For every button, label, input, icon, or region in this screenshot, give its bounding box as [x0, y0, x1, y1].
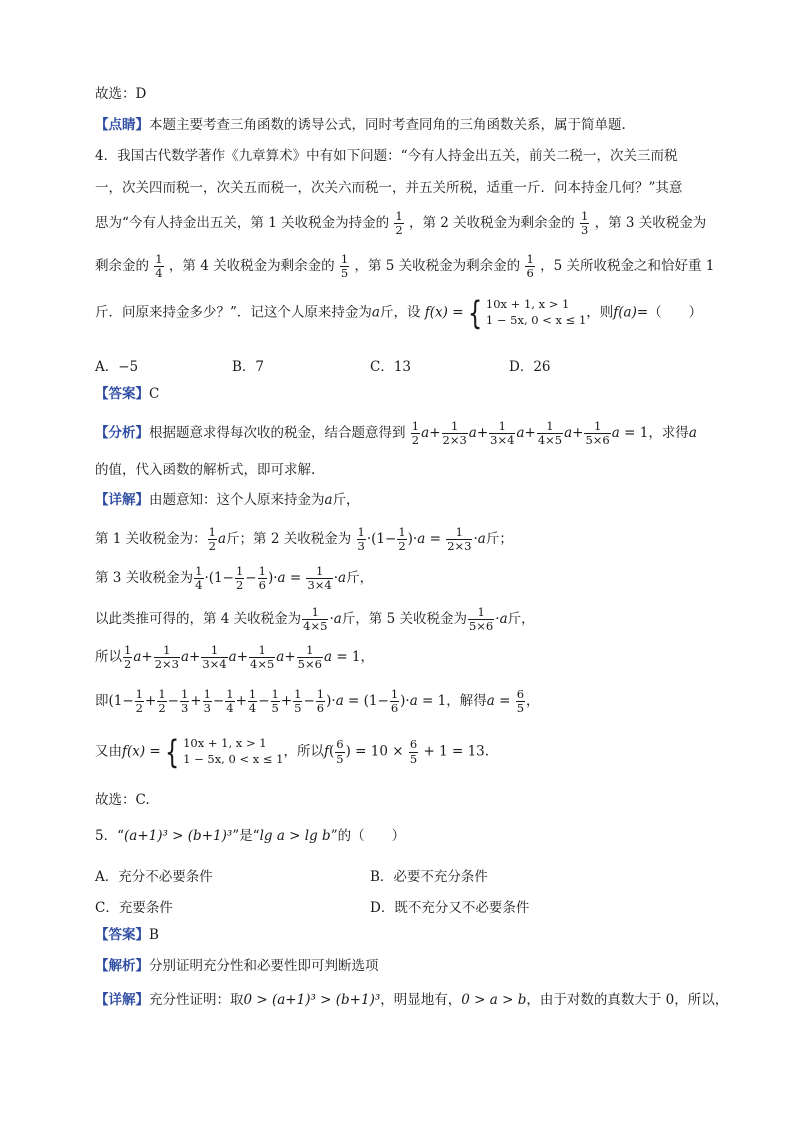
detail-text-b: 斤，	[332, 492, 360, 508]
step-4a: 所以	[95, 649, 122, 666]
answer-5-line	[95, 927, 159, 943]
var-a: a	[371, 304, 380, 321]
fraction-1-3: $\frac{1}{3}$	[580, 209, 589, 238]
answer-choice-4: 故选：C.	[95, 792, 150, 808]
q5-text-b: ”是“	[232, 828, 260, 844]
q5-option-d: D．既不充分又不必要条件	[370, 900, 530, 916]
q4-text-3a: 思为“今有人持金出五关，第 1 关收税金为持金的	[95, 215, 390, 232]
step-1a: 第 1 关收税金为：	[95, 531, 207, 548]
case-2-b: 1 − 5x, 0 < x ≤ 1	[183, 752, 284, 766]
detail-5-text-b: ，明显地有，	[380, 992, 462, 1008]
q5-cmp2: lg a > lg b	[259, 828, 331, 844]
answer-choice-line: 故选：D	[95, 86, 147, 102]
q4-option-d: D．26	[509, 359, 551, 375]
q5-text-a: 5．“	[95, 828, 124, 844]
step-3: 以此类推可得的，第 4 关收税金为 $\frac{1}{4\times 5}$ ·a斤，第 5 关收税金为 $\frac{1}{5\times 6}$ ·a斤，	[95, 605, 535, 634]
q4-text-1: 4．我国古代数学著作《九章算术》中有如下问题：“今有人持金出五关，前关二税一，次关三而税	[95, 148, 678, 164]
q4-text-5c: ，则	[586, 304, 614, 321]
analysis-text-a: 根据题意求得每次收的税金，结合题意得到	[149, 425, 406, 442]
q5-cmp1: (a+1)³ > (b+1)³	[124, 828, 233, 844]
detail-line: 【详解】由题意知：这个人原来持金为a斤，	[95, 492, 360, 508]
step-3c: 斤，	[507, 611, 535, 628]
step-6c: = 10 ×	[355, 743, 404, 760]
case-1: 10x + 1, x > 1	[485, 297, 570, 312]
step-4b: = 1，	[336, 649, 375, 666]
step-6: 又由f(x) = { 10x + 1, x > 1 1 − 5x, 0 < x ≤ 1 ，所以f( $\frac{6}{5}$ ) = 10 × $\frac{6}{5}$ + 1 = 13.	[95, 733, 490, 771]
q5-option-b: B．必要不充分条件	[370, 869, 488, 885]
q4-text-4c: ，第 5 关收税金为剩余金的	[354, 258, 521, 275]
step-5c: ，	[526, 693, 540, 710]
answer-4-line	[95, 386, 159, 402]
q5-text-c: ”的（ ）	[330, 828, 406, 844]
step-4: 所以 $\frac{1}{2}$ a+ $\frac{1}{2\times 3}$ a+ $\frac{1}{3\times 4}$ a+ $\frac{1}{4\times 5}$ a+ $\frac{1}{5\times 6}$ a = 1，	[95, 643, 375, 672]
comment-line	[95, 117, 626, 133]
step-1c: 斤；	[485, 531, 513, 548]
step-5a: 即	[95, 693, 109, 710]
answer-5-value: B	[149, 927, 159, 943]
q5-option-c: C．充要条件	[95, 900, 173, 916]
detail-5-ineq: 0 > (a+1)³ > (b+1)³	[243, 992, 381, 1008]
brace: {	[467, 294, 482, 332]
analysis-text-b: ，求得	[648, 425, 689, 442]
answer-value: C	[149, 386, 160, 402]
step-1: 第 1 关收税金为： $\frac{1}{2}$ a斤；第 2 关收税金为 $\frac{1}{3}$ ·(1− $\frac{1}{2}$ )·a = $\frac{1}{2\times 3}$ ·a斤；	[95, 525, 513, 554]
explanation-text: 分别证明充分性和必要性即可判断选项	[149, 958, 379, 974]
fraction-1-4: $\frac{1}{4}$	[155, 252, 163, 281]
detail-5-tag: 【详解】	[95, 992, 149, 1008]
step-2b: 斤，	[346, 570, 374, 587]
fraction-1-2: $\frac{1}{2}$	[395, 209, 403, 238]
q4-option-c: C．13	[370, 359, 412, 375]
detail-5-text-c: ，由于对数的真数大于 0，所以，	[526, 992, 729, 1008]
q4-text-4	[95, 253, 714, 280]
fraction-1-6: $\frac{1}{6}$	[526, 252, 534, 281]
step-6d: + 1 = 13.	[423, 743, 490, 760]
explanation-tag: 【解析】	[95, 958, 149, 974]
q4-text-4b: ，第 4 关收税金为剩余金的	[168, 258, 335, 275]
answer-tag: 【答案】	[95, 386, 149, 402]
step-2: 第 3 关收税金为 $\frac{1}{4}$ ·(1− $\frac{1}{2}$ − $\frac{1}{6}$ )·a = $\frac{1}{3\times 4}$ ·a斤，	[95, 564, 374, 593]
fraction-1-5: $\frac{1}{5}$	[340, 252, 349, 281]
q5-stem	[95, 828, 405, 844]
step-6b: ，所以	[283, 743, 324, 760]
q4-text-5d: =（ ）	[636, 304, 703, 321]
q4-text-3	[95, 210, 706, 237]
function-fx-2: f(x) =	[122, 743, 161, 760]
detail-5-ineq2: 0 > a > b	[461, 992, 527, 1008]
function-fa: f(a)	[613, 304, 637, 321]
step-2a: 第 3 关收税金为	[95, 570, 194, 587]
analysis-line: 【分析】根据题意求得每次收的税金，结合题意得到 $\frac{1}{2}$ a+ $\frac{1}{2\times 3}$ a+ $\frac{1}{3\times 4}$ a+ $\frac{1}{4\times 5}$ a+ $\frac{1}{5\times 6}$ a = 1，求得a	[95, 419, 697, 448]
case-1-b: 10x + 1, x > 1	[183, 736, 267, 751]
answer-5-tag: 【答案】	[95, 927, 149, 943]
analysis-eq: = 1	[624, 425, 649, 442]
analysis-tag: 【分析】	[95, 425, 149, 442]
comment-text: 本题主要考查三角函数的诱导公式，同时考查同角的三角函数关系，属于简单题.	[149, 117, 626, 133]
step-1b: 斤；第 2 关收税金为	[226, 531, 352, 548]
q4-text-3b: ，第 2 关收税金为剩余金的	[409, 215, 575, 232]
q4-option-a: A．−5	[95, 359, 139, 375]
comment-tag: 【点睛】	[95, 117, 149, 133]
step-5: 即(1− $\frac{1}{2}$ + $\frac{1}{2}$ − $\frac{1}{3}$ + $\frac{1}{3}$ − $\frac{1}{4}$ + $\frac{1}{4}$ − $\frac{1}{5}$ + $\frac{1}{5}$ − $\frac{1}{6}$ )·a = (1− $\frac{1}{6}$ )·a = 1，解得a = $\frac{6}{5}$ ，	[95, 687, 540, 716]
q4-text-5a: 斤．问原来持金多少？”．记这个人原来持金为	[95, 304, 372, 321]
step-3b: 斤，第 5 关收税金为	[341, 611, 467, 628]
explanation-line	[95, 958, 379, 974]
detail-5-text-a: 充分性证明：取	[149, 992, 244, 1008]
q4-text-4d: ，5 关所收税金之和恰好重 1	[540, 258, 715, 275]
analysis-line-2: 的值，代入函数的解析式，即可求解.	[95, 462, 316, 478]
case-2: 1 − 5x, 0 < x ≤ 1	[485, 313, 587, 327]
step-6a: 又由	[95, 743, 122, 760]
q4-text-3c: ，第 3 关收税金为	[594, 215, 707, 232]
piecewise-cases	[486, 297, 586, 328]
detail-tag: 【详解】	[95, 492, 149, 508]
q4-text-5b: 斤，设	[379, 304, 421, 321]
q4-text-4a: 剩余金的	[95, 258, 149, 275]
step-3a: 以此类推可得的，第 4 关收税金为	[95, 611, 302, 628]
q4-text-5	[95, 294, 703, 332]
function-fx: f(x) =	[424, 304, 464, 321]
q4-text-2: 一，次关四而税一，次关五而税一，次关六而税一，并五关所税，适重一斤．问本持金几何？”其意	[95, 180, 683, 196]
q4-option-b: B．7	[232, 359, 265, 375]
step-5b: ，解得	[446, 693, 487, 710]
detail-text-a: 由题意知：这个人原来持金为	[149, 492, 325, 508]
q5-option-a: A．充分不必要条件	[95, 869, 213, 885]
detail-5-line	[95, 992, 728, 1008]
